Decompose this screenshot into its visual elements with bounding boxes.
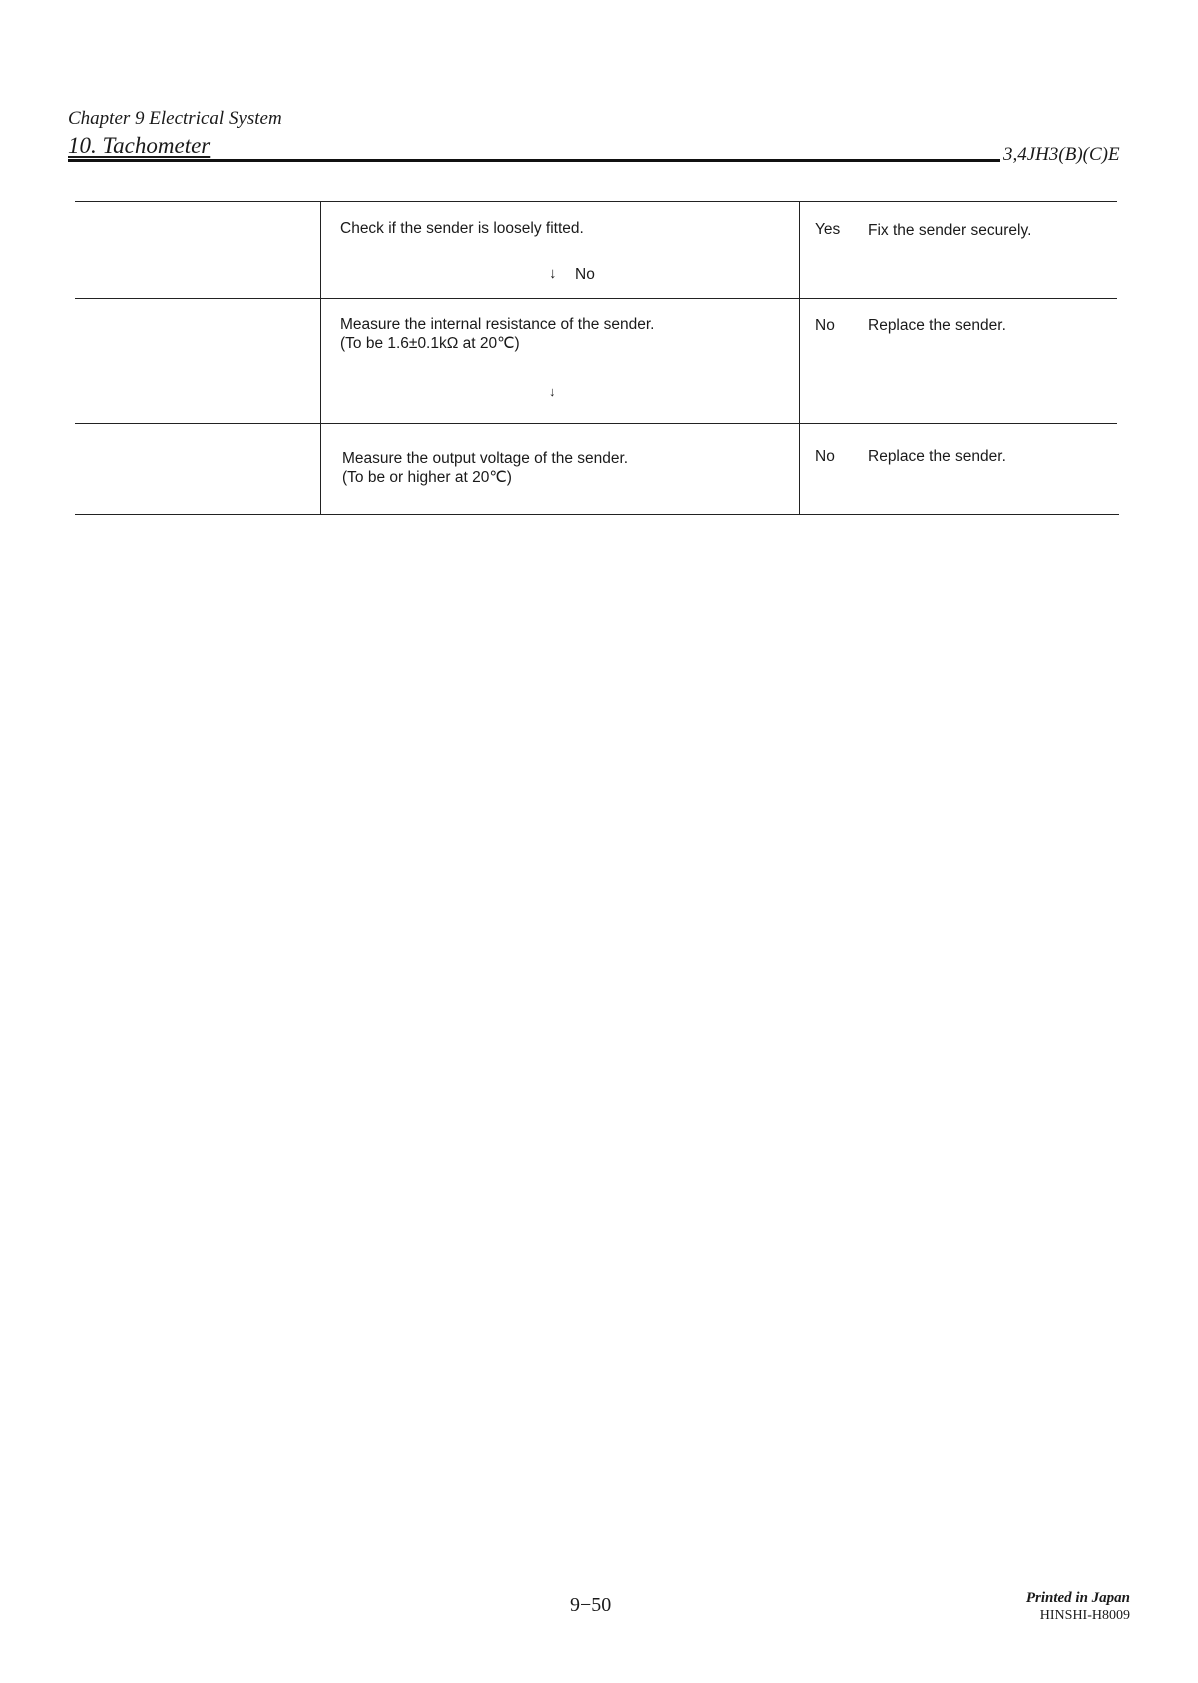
table-rule-top bbox=[75, 201, 1117, 202]
section-title: 10. Tachometer bbox=[68, 133, 211, 158]
action-text: Fix the sender securely. bbox=[868, 222, 1032, 239]
action-text: Replace the sender. bbox=[868, 448, 1006, 465]
check-step-spec: (To be or higher at 20℃) bbox=[342, 469, 512, 486]
chapter-title: Chapter 9 Electrical System bbox=[68, 108, 282, 129]
answer-label: No bbox=[815, 317, 835, 334]
down-arrow-icon: ↓ bbox=[549, 265, 557, 282]
table-rule-2 bbox=[75, 423, 1117, 424]
check-step bbox=[342, 449, 628, 487]
table-rule-bottom bbox=[75, 514, 1119, 515]
page-number: 9−50 bbox=[570, 1594, 612, 1616]
answer-label: Yes bbox=[815, 221, 841, 238]
check-step bbox=[340, 219, 584, 238]
down-answer-label: No bbox=[575, 266, 595, 283]
down-arrow-icon: ↓ bbox=[549, 384, 556, 399]
action-text: Replace the sender. bbox=[868, 317, 1006, 334]
header-rule bbox=[68, 159, 1000, 162]
table-vrule-left bbox=[320, 201, 321, 514]
check-step-spec: (To be 1.6±0.1kΩ at 20℃) bbox=[340, 335, 520, 352]
check-step-text: Check if the sender is loosely fitted. bbox=[340, 220, 584, 237]
table-rule-1 bbox=[75, 298, 1117, 299]
check-step bbox=[340, 315, 655, 353]
model-code: 3,4JH3(B)(C)E bbox=[1003, 144, 1120, 165]
document-code: HINSHI-H8009 bbox=[1039, 1608, 1130, 1623]
printed-in-label: Printed in Japan bbox=[1025, 1590, 1130, 1606]
check-step-text: Measure the internal resistance of the sender. bbox=[340, 316, 655, 333]
table-vrule-right bbox=[799, 201, 800, 514]
print-info bbox=[1026, 1590, 1130, 1624]
answer-label: No bbox=[815, 448, 835, 465]
check-step-text: Measure the output voltage of the sender. bbox=[342, 450, 629, 467]
